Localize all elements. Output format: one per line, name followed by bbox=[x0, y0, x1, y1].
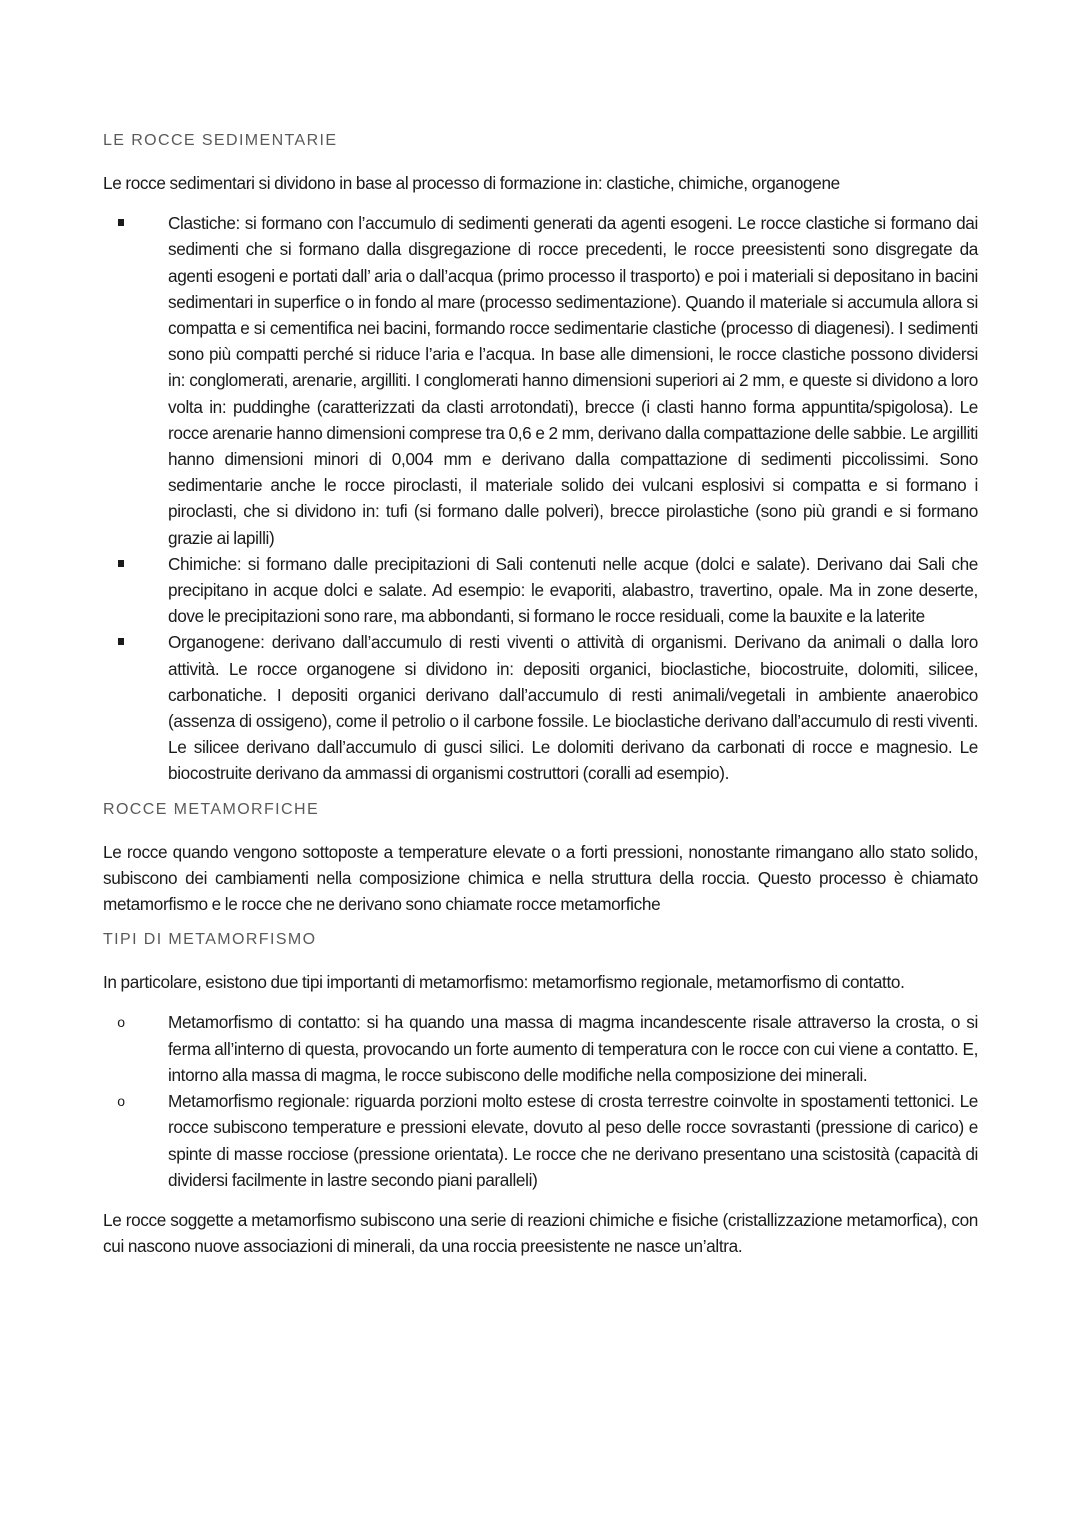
paragraph-tipi-intro: In particolare, esistono due tipi importanti di metamorfismo: metamorfismo regionale, metamorfismo di contatto. bbox=[103, 972, 905, 993]
square-bullet-icon bbox=[103, 210, 139, 236]
list-item-contatto bbox=[103, 1009, 978, 1088]
circle-bullet-icon: o bbox=[117, 1093, 125, 1110]
paragraph-closing: Le rocce soggette a metamorfismo subiscono una serie di reazioni chimiche e fisiche (cristallizzazione metamorfica), con cui nascono nuove associazioni di minerali, da una roccia preesistente ne nasce un’altra. bbox=[103, 1209, 978, 1257]
document-page bbox=[103, 128, 978, 1259]
square-bullet-icon bbox=[103, 551, 139, 577]
list-item-text: Organogene: derivano dall’accumulo di resti viventi o attività di organismi. Derivano da animali o dalla loro attività. Le rocce organogene si dividono in: depositi organici, bioclastiche, biocostruite, dolomiti, silicee, carbonatiche. I depositi organici derivano dall’accumulo di resti animali/vegetali in ambiente anaerobico (assenza di ossigeno), come il petrolio o il carbone fossile. Le bioclastiche derivano dall’accumulo di resti viventi. Le silicee derivano dall’accumulo di gusci silici. Le dolomiti derivano da carbonati di rocce e magnesio. Le biocostruite derivano da ammassi di organismi costruttori (coralli ad esempio). bbox=[168, 632, 978, 784]
list-item-text: Metamorfismo regionale: riguarda porzioni molto estese di crosta terrestre coinvolte in spostamenti tettonici. Le rocce subiscono temperature e pressioni elevate, dovuto al peso delle rocce sovrastanti (pressione di carico) e spinte di masse rocciose (pressione orientata). Le rocce che ne derivano presentano una scistosità (capacità di dividersi facilmente in lastre secondo piani paralleli) bbox=[168, 1091, 978, 1190]
heading-tipi-metamorfismo: TIPI DI METAMORFISMO bbox=[103, 931, 317, 949]
heading-rocce-sedimentarie: LE ROCCE SEDIMENTARIE bbox=[103, 132, 338, 149]
square-bullet-icon bbox=[103, 629, 139, 655]
list-metamorfismo-types bbox=[103, 1009, 978, 1192]
paragraph-metamorfiche: Le rocce quando vengono sottoposte a temperature elevate o a forti pressioni, nonostante rimangano allo stato solido, subiscono dei cambiamenti nella composizione chimica e nella struttura della roccia. Questo processo è chiamato metamorfismo e le rocce che ne derivano sono chiamate rocce metamorfiche bbox=[103, 841, 978, 915]
list-item-clastiche bbox=[103, 210, 978, 551]
list-item-chimiche bbox=[103, 551, 978, 630]
list-sedimentarie-types bbox=[103, 210, 978, 786]
paragraph-sedimentarie-intro: Le rocce sedimentari si dividono in base al processo di formazione in: clastiche, chimiche, organogene bbox=[103, 173, 840, 193]
list-item-text: Clastiche: si formano con l’accumulo di sedimenti generati da agenti esogeni. Le rocce clastiche si formano dai sedimenti che si formano dalla disgregazione di rocce precedenti, le rocce preesistenti sono disgregate da agenti esogeni e portati dall’ aria o dall’acqua (primo processo il trasporto) e poi i materiali si depositano in bacini sedimentari in superfice o in fondo al mare (processo sedimentazione). Quando il materiale si accumula allora si compatta e si cementifica nei bacini, formando rocce sedimentarie clastiche (processo di diagenesi). I sedimenti sono più compatti perché si riduce l’aria e l’acqua. In base alle dimensioni, le rocce clastiche possono dividersi in: conglomerati, arenarie, argilliti. I conglomerati hanno dimensioni superiori ai 2 mm, e queste si dividono a loro volta in: puddinghe (caratterizzati da clasti arrotondati), brecce (i clasti hanno forma appuntita/spigolosa). Le rocce arenarie hanno dimensioni comprese tra 0,6 e 2 mm, derivano dalla compattazione delle sabbie. Le argilliti hanno dimensioni minori di 0,004 mm e derivano dalla compattazione di sedimenti piccolissimi. Sono sedimentarie anche le rocce piroclasti, il materiale solido dei vulcani esplosivi si compatta e si formano i piroclasti, che si dividono in: tufi (si formano dalle polveri), brecce pirolastiche (sono più grandi e si formano grazie ai lapilli) bbox=[168, 213, 978, 548]
list-item-text: Chimiche: si formano dalle precipitazioni di Sali contenuti nelle acque (dolci e salate). Derivano dai Sali che precipitano in acque dolci e salate. Ad esempio: le evaporiti, alabastro, travertino, opale. Ma in zone deserte, dove le precipitazioni sono rare, ma abbondanti, si formano le rocce residuali, come la bauxite e la laterite bbox=[168, 553, 978, 627]
circle-bullet-icon: o bbox=[117, 1014, 125, 1031]
list-item-regionale bbox=[103, 1088, 978, 1193]
list-item-text: Metamorfismo di contatto: si ha quando una massa di magma incandescente risale attraverso la crosta, o si ferma all’interno di questa, provocando un forte aumento di temperatura con le rocce con cui viene a contatto. E, intorno alla massa di magma, le rocce subiscono delle modifiche nella composizione dei minerali. bbox=[168, 1012, 978, 1085]
list-item-organogene bbox=[103, 629, 978, 786]
heading-rocce-metamorfiche: ROCCE METAMORFICHE bbox=[103, 800, 320, 818]
